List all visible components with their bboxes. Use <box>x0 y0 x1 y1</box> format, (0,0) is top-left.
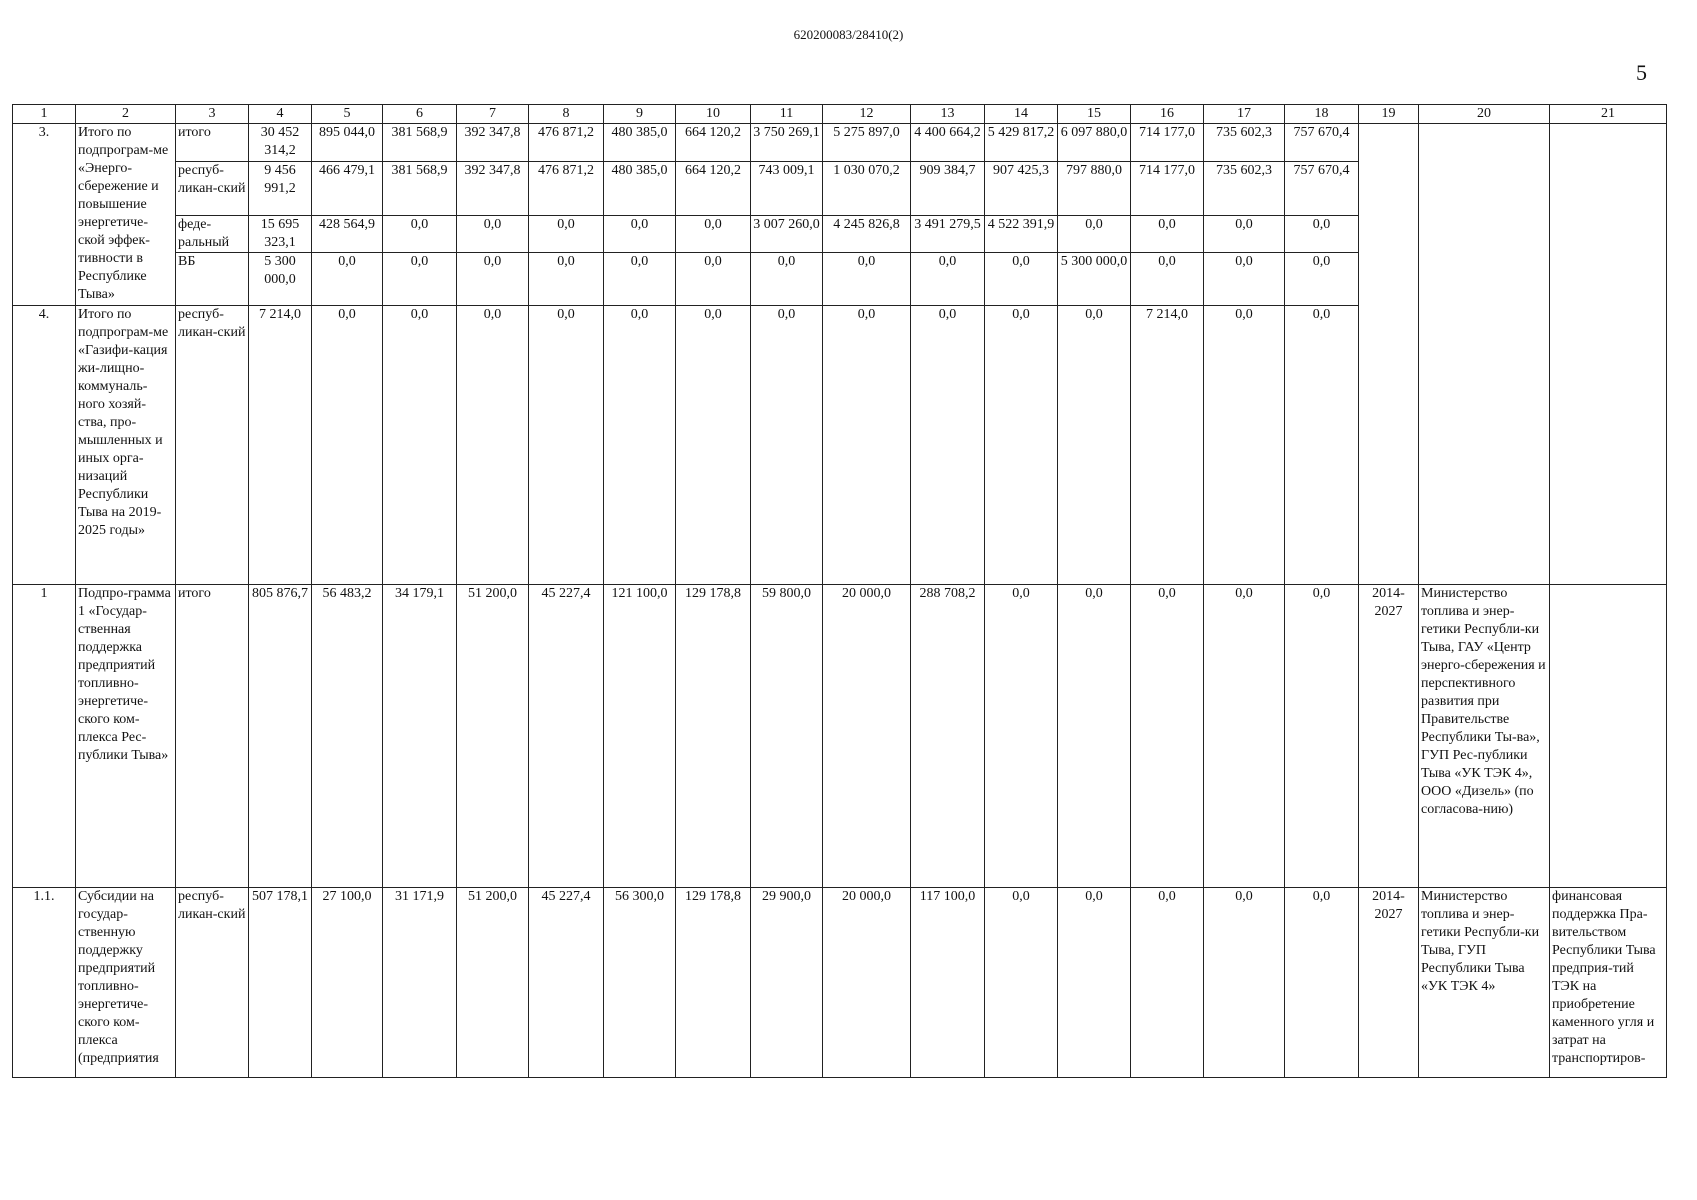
funding-source: итого <box>176 585 249 888</box>
value-cell: 0,0 <box>457 216 529 253</box>
value-cell: 0,0 <box>1285 585 1359 888</box>
value-cell: 0,0 <box>312 306 383 585</box>
value-cell: 0,0 <box>312 253 383 306</box>
value-cell: 507 178,1 <box>249 888 312 1078</box>
column-header: 21 <box>1550 105 1667 124</box>
funding-source: итого <box>176 124 249 162</box>
value-cell: 45 227,4 <box>529 585 604 888</box>
column-header: 2 <box>76 105 176 124</box>
budget-table <box>12 104 1667 1078</box>
value-cell: 0,0 <box>985 306 1058 585</box>
value-cell: 129 178,8 <box>676 585 751 888</box>
column-header: 3 <box>176 105 249 124</box>
value-cell: 392 347,8 <box>457 124 529 162</box>
value-cell: 0,0 <box>985 585 1058 888</box>
value-cell: 480 385,0 <box>604 162 676 216</box>
value-cell: 0,0 <box>529 306 604 585</box>
value-cell: 0,0 <box>457 306 529 585</box>
column-header: 16 <box>1131 105 1204 124</box>
value-cell: 51 200,0 <box>457 585 529 888</box>
value-cell: 31 171,9 <box>383 888 457 1078</box>
column-header: 8 <box>529 105 604 124</box>
column-header: 15 <box>1058 105 1131 124</box>
value-cell: 0,0 <box>911 306 985 585</box>
value-cell: 0,0 <box>985 253 1058 306</box>
value-cell: 5 275 897,0 <box>823 124 911 162</box>
value-cell: 34 179,1 <box>383 585 457 888</box>
row-number: 1.1. <box>13 888 76 1078</box>
row-number: 3. <box>13 124 76 306</box>
value-cell: 0,0 <box>383 306 457 585</box>
period-cell: 2014-2027 <box>1359 888 1419 1078</box>
value-cell: 0,0 <box>604 253 676 306</box>
value-cell: 121 100,0 <box>604 585 676 888</box>
column-header: 10 <box>676 105 751 124</box>
value-cell: 5 429 817,2 <box>985 124 1058 162</box>
value-cell: 59 800,0 <box>751 585 823 888</box>
value-cell: 476 871,2 <box>529 162 604 216</box>
value-cell: 29 900,0 <box>751 888 823 1078</box>
value-cell: 0,0 <box>1058 585 1131 888</box>
value-cell: 714 177,0 <box>1131 162 1204 216</box>
value-cell: 56 300,0 <box>604 888 676 1078</box>
value-cell: 0,0 <box>1204 585 1285 888</box>
value-cell: 5 300 000,0 <box>1058 253 1131 306</box>
program-name: Субсидии на государ-ственную поддержку предприятий топливно-энергетиче-ского ком-плекса (предприятия <box>76 888 176 1078</box>
document-code: 620200083/28410(2) <box>793 27 904 42</box>
value-cell: 664 120,2 <box>676 162 751 216</box>
value-cell: 797 880,0 <box>1058 162 1131 216</box>
value-cell: 0,0 <box>383 216 457 253</box>
table-row <box>13 585 1667 888</box>
column-header: 1 <box>13 105 76 124</box>
value-cell: 5 300 000,0 <box>249 253 312 306</box>
value-cell: 480 385,0 <box>604 124 676 162</box>
funding-source: респуб-ликан-ский <box>176 162 249 216</box>
value-cell: 0,0 <box>911 253 985 306</box>
executor-cell: Министерство топлива и энер-гетики Республи-ки Тыва, ГУП Республики Тыва «УК ТЭК 4» <box>1419 888 1550 1078</box>
column-header: 13 <box>911 105 985 124</box>
value-cell: 0,0 <box>1204 216 1285 253</box>
column-header: 7 <box>457 105 529 124</box>
value-cell: 0,0 <box>604 306 676 585</box>
value-cell: 0,0 <box>1204 888 1285 1078</box>
value-cell: 0,0 <box>751 306 823 585</box>
value-cell: 0,0 <box>676 216 751 253</box>
table-row <box>13 888 1667 1078</box>
value-cell: 907 425,3 <box>985 162 1058 216</box>
column-header: 14 <box>985 105 1058 124</box>
result-cell <box>1550 585 1667 888</box>
value-cell: 0,0 <box>529 253 604 306</box>
value-cell: 743 009,1 <box>751 162 823 216</box>
page-number: 5 <box>1636 60 1647 85</box>
value-cell: 381 568,9 <box>383 124 457 162</box>
value-cell: 0,0 <box>1058 888 1131 1078</box>
program-name: Подпро-грамма 1 «Государ-ственная поддержка предприятий топливно-энергетиче-ского ком-плекса Рес-публики Тыва» <box>76 585 176 888</box>
value-cell: 909 384,7 <box>911 162 985 216</box>
value-cell: 117 100,0 <box>911 888 985 1078</box>
value-cell: 0,0 <box>1204 253 1285 306</box>
value-cell: 714 177,0 <box>1131 124 1204 162</box>
value-cell: 0,0 <box>676 253 751 306</box>
value-cell: 0,0 <box>1058 306 1131 585</box>
period-cell: 2014-2027 <box>1359 585 1419 888</box>
value-cell: 735 602,3 <box>1204 162 1285 216</box>
program-name: Итого по подпрограм-ме «Газифи-кация жи-лищно-коммуналь-ного хозяй-ства, про-мышленных и иных орга-низаций Республики Тыва на 2019-2025 годы» <box>76 306 176 585</box>
value-cell: 4 400 664,2 <box>911 124 985 162</box>
value-cell: 0,0 <box>823 306 911 585</box>
value-cell: 51 200,0 <box>457 888 529 1078</box>
value-cell: 476 871,2 <box>529 124 604 162</box>
executor-cell <box>1419 124 1550 585</box>
value-cell: 9 456 991,2 <box>249 162 312 216</box>
value-cell: 288 708,2 <box>911 585 985 888</box>
value-cell: 30 452 314,2 <box>249 124 312 162</box>
value-cell: 0,0 <box>1285 306 1359 585</box>
value-cell: 757 670,4 <box>1285 162 1359 216</box>
value-cell: 757 670,4 <box>1285 124 1359 162</box>
executor-cell: Министерство топлива и энер-гетики Республи-ки Тыва, ГАУ «Центр энерго-сбережения и перспективного развития при Правительстве Республики Ты-ва», ГУП Рес-публики Тыва «УК ТЭК 4», ООО «Дизель» (по согласова-нию) <box>1419 585 1550 888</box>
result-cell: финансовая поддержка Пра-вительством Республики Тыва предприя-тий ТЭК на приобретение каменного угля и затрат на транспортиров- <box>1550 888 1667 1078</box>
value-cell: 0,0 <box>985 888 1058 1078</box>
row-number: 1 <box>13 585 76 888</box>
table-row <box>13 124 1667 162</box>
value-cell: 3 750 269,1 <box>751 124 823 162</box>
funding-source: респуб-ликан-ский <box>176 306 249 585</box>
value-cell: 466 479,1 <box>312 162 383 216</box>
value-cell: 392 347,8 <box>457 162 529 216</box>
value-cell: 735 602,3 <box>1204 124 1285 162</box>
value-cell: 381 568,9 <box>383 162 457 216</box>
value-cell: 4 522 391,9 <box>985 216 1058 253</box>
row-number: 4. <box>13 306 76 585</box>
value-cell: 0,0 <box>676 306 751 585</box>
program-name: Итого по подпрограм-ме «Энерго-сбережение и повышение энергетиче-ской эффек-тивности в Республике Тыва» <box>76 124 176 306</box>
column-header: 20 <box>1419 105 1550 124</box>
value-cell: 0,0 <box>1131 888 1204 1078</box>
funding-source: респуб-ликан-ский <box>176 888 249 1078</box>
column-header: 12 <box>823 105 911 124</box>
column-header: 6 <box>383 105 457 124</box>
value-cell: 129 178,8 <box>676 888 751 1078</box>
funding-source: ВБ <box>176 253 249 306</box>
value-cell: 895 044,0 <box>312 124 383 162</box>
value-cell: 15 695 323,1 <box>249 216 312 253</box>
value-cell: 0,0 <box>1131 216 1204 253</box>
value-cell: 3 007 260,0 <box>751 216 823 253</box>
column-header: 11 <box>751 105 823 124</box>
value-cell: 20 000,0 <box>823 585 911 888</box>
value-cell: 0,0 <box>751 253 823 306</box>
value-cell: 0,0 <box>529 216 604 253</box>
value-cell: 664 120,2 <box>676 124 751 162</box>
column-header: 5 <box>312 105 383 124</box>
value-cell: 428 564,9 <box>312 216 383 253</box>
value-cell: 27 100,0 <box>312 888 383 1078</box>
value-cell: 6 097 880,0 <box>1058 124 1131 162</box>
period-cell <box>1359 124 1419 585</box>
value-cell: 0,0 <box>1131 253 1204 306</box>
value-cell: 7 214,0 <box>1131 306 1204 585</box>
value-cell: 0,0 <box>604 216 676 253</box>
value-cell: 45 227,4 <box>529 888 604 1078</box>
column-header: 18 <box>1285 105 1359 124</box>
column-header: 4 <box>249 105 312 124</box>
value-cell: 0,0 <box>1285 216 1359 253</box>
value-cell: 56 483,2 <box>312 585 383 888</box>
value-cell: 0,0 <box>1131 585 1204 888</box>
result-cell <box>1550 124 1667 585</box>
value-cell: 0,0 <box>457 253 529 306</box>
value-cell: 0,0 <box>383 253 457 306</box>
value-cell: 0,0 <box>1285 253 1359 306</box>
value-cell: 0,0 <box>1204 306 1285 585</box>
value-cell: 7 214,0 <box>249 306 312 585</box>
value-cell: 4 245 826,8 <box>823 216 911 253</box>
value-cell: 0,0 <box>1058 216 1131 253</box>
column-header: 19 <box>1359 105 1419 124</box>
column-number-header-row <box>13 105 1667 124</box>
column-header: 17 <box>1204 105 1285 124</box>
value-cell: 805 876,7 <box>249 585 312 888</box>
value-cell: 20 000,0 <box>823 888 911 1078</box>
value-cell: 0,0 <box>823 253 911 306</box>
column-header: 9 <box>604 105 676 124</box>
funding-source: феде-ральный <box>176 216 249 253</box>
value-cell: 0,0 <box>1285 888 1359 1078</box>
value-cell: 1 030 070,2 <box>823 162 911 216</box>
value-cell: 3 491 279,5 <box>911 216 985 253</box>
